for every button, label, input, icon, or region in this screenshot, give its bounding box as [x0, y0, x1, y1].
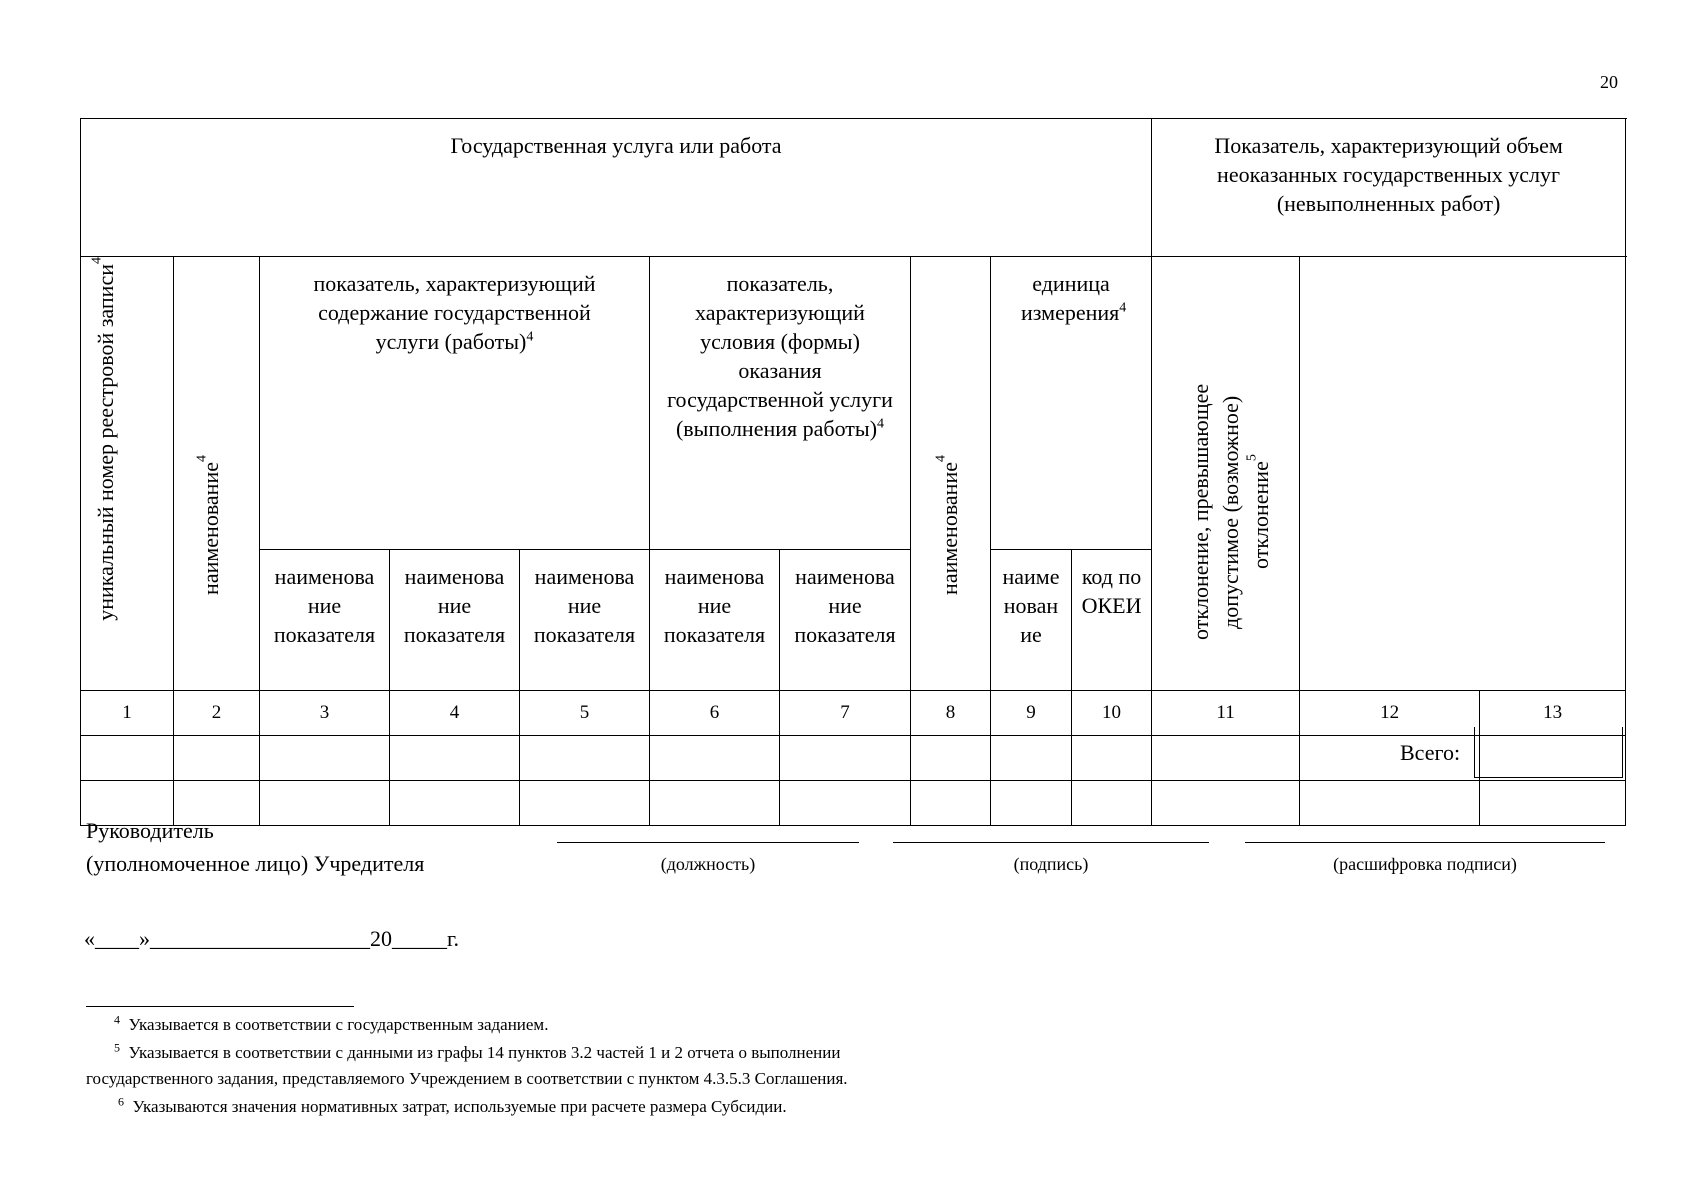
table-cell[interactable] [390, 780, 520, 825]
subheader-indicator-name-5: наименова ние показателя [520, 549, 650, 690]
group-header-service: Государственная услуга или работа [81, 119, 1152, 257]
column-number: 7 [780, 690, 911, 735]
table-cell[interactable] [780, 780, 911, 825]
header-indicator-name: наименование$^4$ [911, 257, 991, 691]
column-number: 1 [81, 690, 174, 735]
subheader-indicator-name-6: наименова ние показателя [650, 549, 780, 690]
table-cell[interactable] [1072, 735, 1152, 780]
subheader-indicator-name-4: наименова ние показателя [390, 549, 520, 690]
table-cell[interactable] [1480, 780, 1626, 825]
footnote-4: $^4$ Указывается в соответствии с государственным заданием. [114, 1012, 549, 1034]
footnote-divider [86, 1006, 354, 1007]
column-number: 2 [174, 690, 260, 735]
header-content-indicator: показатель, характеризующий содержание государственной услуги (работы)$^4$ [260, 257, 650, 550]
table-cell[interactable] [520, 780, 650, 825]
column-number: 8 [911, 690, 991, 735]
column-number: 6 [650, 690, 780, 735]
table-cell[interactable] [911, 735, 991, 780]
signatory-title: Руководитель [86, 818, 214, 843]
footnote-5-continuation: государственного задания, представляемого Учреждением в соответствии с пунктом 4.3.5.3 Соглашения. [86, 1069, 848, 1088]
position-caption: (должность) [660, 854, 756, 874]
subheader-indicator-name-3: наименова ние показателя [260, 549, 390, 690]
signature-caption: (подпись) [1013, 854, 1089, 874]
table-cell[interactable] [1152, 735, 1300, 780]
total-label: Всего: [1400, 740, 1461, 765]
table-cell[interactable] [1152, 780, 1300, 825]
column-number: 3 [260, 690, 390, 735]
table-cell[interactable] [260, 735, 390, 780]
table-cell[interactable] [991, 780, 1072, 825]
table-cell[interactable] [174, 735, 260, 780]
table-row [81, 780, 1626, 825]
column-number: 10 [1072, 690, 1152, 735]
page-number: 20 [1600, 72, 1618, 92]
table-cell[interactable] [1300, 780, 1480, 825]
table-cell[interactable] [1072, 780, 1152, 825]
subheader-unit-name: наиме нован ие [991, 549, 1072, 690]
table-cell[interactable] [991, 735, 1072, 780]
column-number: 11 [1152, 690, 1300, 735]
column-number: 4 [390, 690, 520, 735]
table-cell[interactable] [81, 735, 174, 780]
signature-line[interactable] [893, 842, 1209, 843]
signature-decode-caption: (расшифровка подписи) [1333, 854, 1517, 874]
column-number: 12 [1300, 690, 1480, 735]
header-name: наименование$^4$ [174, 257, 260, 691]
header-unit: единица измерения$^4$ [991, 257, 1152, 550]
signatory-subtitle: (уполномоченное лицо) Учредителя [86, 851, 425, 876]
header-deviation: отклонение, превышающее допустимое (возможное) отклонение$^5$ [1152, 257, 1300, 691]
subheader-unit-code: код по ОКЕИ [1072, 549, 1152, 690]
total-cell[interactable] [1474, 727, 1623, 778]
signature-decode-line[interactable] [1245, 842, 1605, 843]
table-cell[interactable] [520, 735, 650, 780]
table-cell[interactable] [260, 780, 390, 825]
table-row [81, 735, 1626, 780]
report-table [80, 118, 1626, 826]
footnote-5: $^5$ Указывается в соответствии с данными из графы 14 пунктов 3.2 частей 1 и 2 отчета о выполнении [114, 1040, 841, 1062]
group-header-indicator: Показатель, характеризующий объем неоказанных государственных услуг (невыполненных работ) [1152, 119, 1626, 257]
column-number: 5 [520, 690, 650, 735]
column-number: 9 [991, 690, 1072, 735]
header-conditions-indicator: показатель, характеризующий условия (формы) оказания государственной услуги (выполнения работы)$^4$ [650, 257, 911, 550]
footnote-6: $^6$ Указываются значения нормативных затрат, используемые при расчете размера Субсидии. [118, 1094, 787, 1116]
position-line[interactable] [557, 842, 859, 843]
table-cell[interactable] [650, 735, 780, 780]
table-cell[interactable] [911, 780, 991, 825]
table-cell[interactable] [390, 735, 520, 780]
subheader-indicator-name-7: наименова ние показателя [780, 549, 911, 690]
table-cell[interactable] [780, 735, 911, 780]
header-unique-number: уникальный номер реестровой записи$^4$ [81, 257, 174, 691]
column-number-row [81, 690, 1626, 735]
column-number: 13 [1480, 690, 1626, 735]
table-cell[interactable] [650, 780, 780, 825]
date-line[interactable]: «____»____________________20_____г. [84, 926, 460, 951]
